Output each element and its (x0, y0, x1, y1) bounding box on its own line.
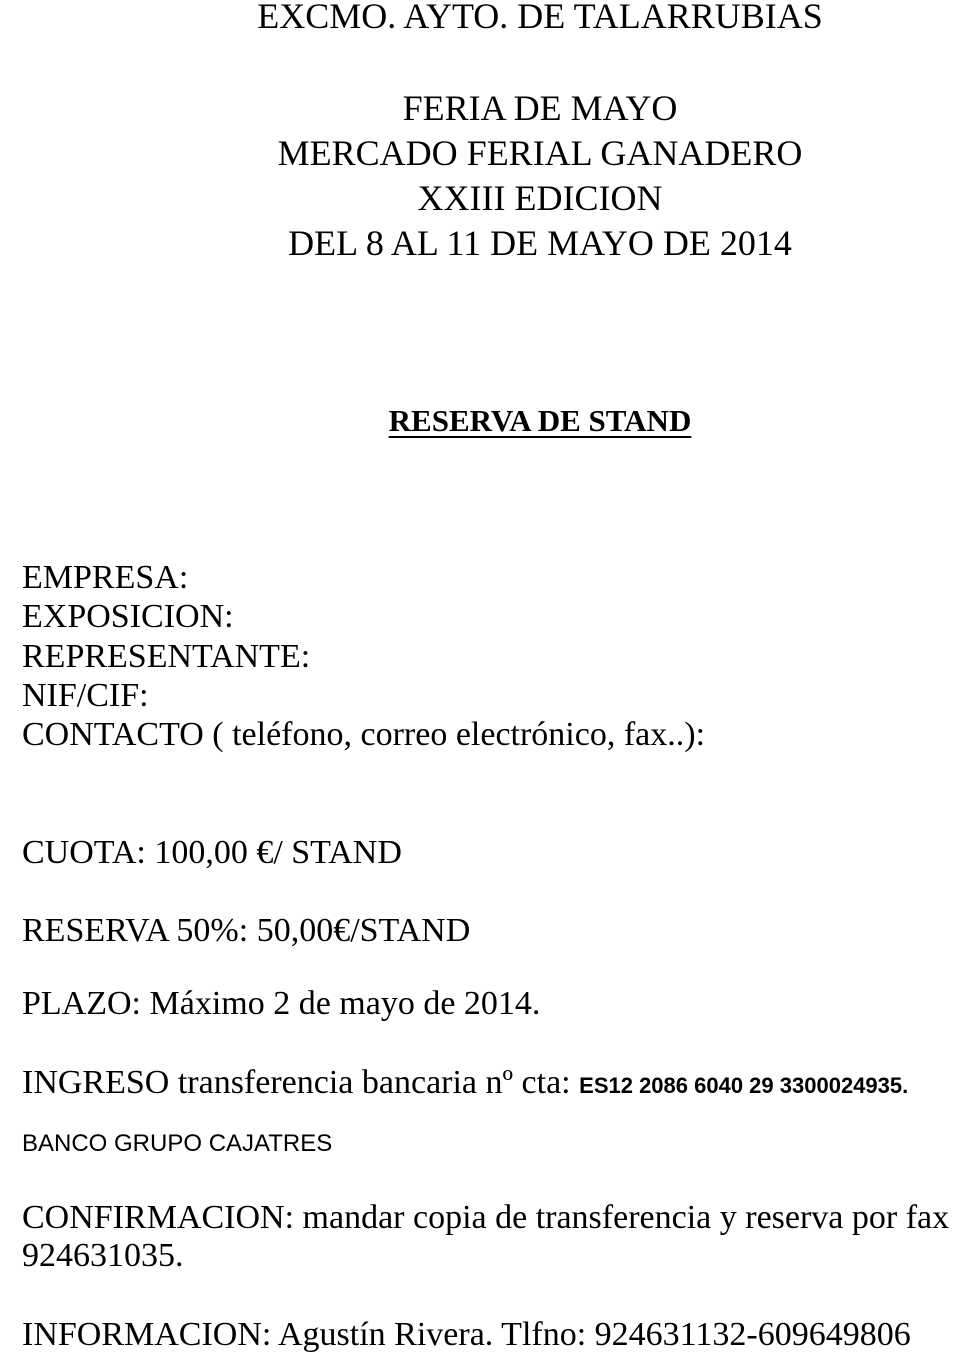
event-line-edicion: XXIII EDICION (417, 178, 663, 218)
fee-reserva: RESERVA 50%: 50,00€/STAND (22, 912, 471, 949)
field-nif-cif: NIF/CIF: (22, 677, 149, 714)
confirmation-line-2: 924631035. (22, 1237, 184, 1274)
confirmation-line-1: CONFIRMACION: mandar copia de transferencia y reserva por fax (22, 1199, 950, 1236)
field-representante: REPRESENTANTE: (22, 638, 311, 675)
event-line-fechas: DEL 8 AL 11 DE MAYO DE 2014 (288, 223, 792, 263)
field-contacto: CONTACTO ( teléfono, correo electrónico, fax..): (22, 716, 706, 753)
information-contact: INFORMACION: Agustín Rivera. Tlfno: 924631132-609649806 (22, 1316, 911, 1353)
field-exposicion: EXPOSICION: (22, 598, 234, 635)
event-line-mercado: MERCADO FERIAL GANADERO (277, 133, 803, 173)
field-empresa: EMPRESA: (22, 559, 189, 596)
event-line-feria: FERIA DE MAYO (402, 88, 678, 128)
form-title: RESERVA DE STAND (388, 403, 692, 438)
fee-plazo: PLAZO: Máximo 2 de mayo de 2014. (22, 985, 541, 1022)
fee-cuota: CUOTA: 100,00 €/ STAND (22, 834, 402, 871)
payment-ingreso (22, 1066, 908, 1100)
payment-ingreso-label: INGRESO transferencia bancaria nº cta: (22, 1064, 580, 1101)
payment-bank: BANCO GRUPO CAJATRES (22, 1130, 333, 1157)
payment-account-number: ES12 2086 6040 29 3300024935. (579, 1073, 909, 1098)
organization-title: EXCMO. AYTO. DE TALARRUBIAS (257, 0, 823, 36)
